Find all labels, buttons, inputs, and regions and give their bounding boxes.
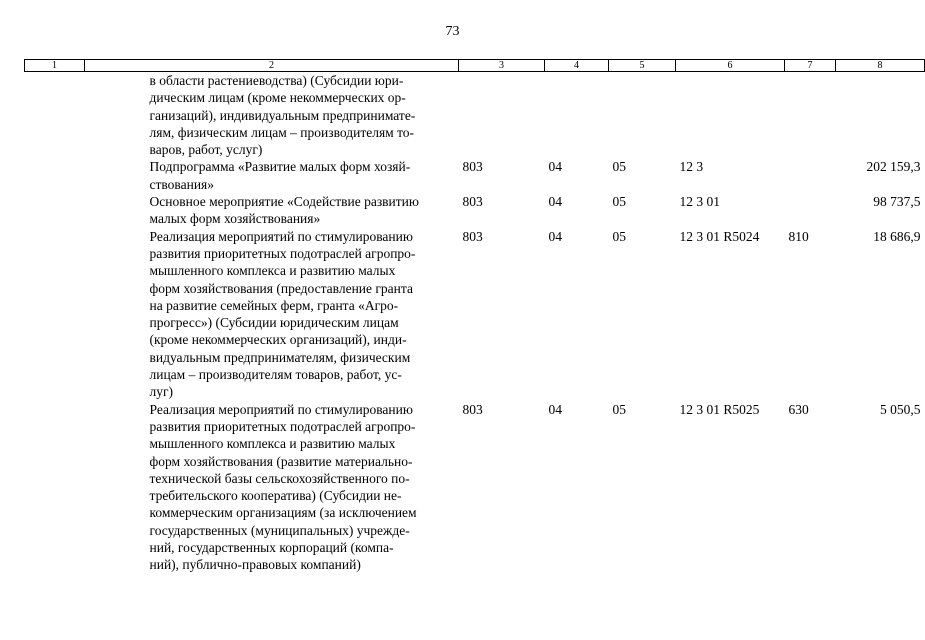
item-name-cell: Основное мероприятие «Содействие развитию малых форм хозяйствования» <box>149 194 419 227</box>
sum-cell: 98 737,5 <box>873 194 921 210</box>
column-header: 6 <box>676 60 785 72</box>
admin-code-cell: 803 <box>462 194 483 210</box>
column-header: 7 <box>785 60 836 72</box>
column-header: 4 <box>545 60 609 72</box>
column-header: 5 <box>609 60 676 72</box>
section-cell <box>545 72 609 159</box>
table-row <box>25 158 925 193</box>
target-article-cell <box>676 72 785 159</box>
row-number-cell <box>25 228 85 401</box>
section-cell: 04 <box>548 228 562 244</box>
subsection-cell: 05 <box>612 228 626 244</box>
row-number-cell <box>25 401 85 574</box>
column-header: 3 <box>459 60 545 72</box>
target-article-cell: 12 3 01 R5025 <box>679 401 760 417</box>
row-number-cell <box>25 193 85 228</box>
admin-code-cell: 803 <box>462 159 483 175</box>
sum-cell: 202 159,3 <box>866 159 921 175</box>
section-cell: 04 <box>548 159 562 175</box>
target-article-cell: 12 3 01 R5024 <box>679 228 760 244</box>
page-number: 73 <box>445 24 460 39</box>
sum-cell <box>836 72 925 159</box>
column-header: 2 <box>85 60 459 72</box>
row-number-cell <box>25 72 85 159</box>
table-row <box>25 401 925 574</box>
table-row <box>25 72 925 159</box>
table-body <box>25 72 925 574</box>
column-header: 8 <box>836 60 925 72</box>
expense-type-cell <box>785 193 836 228</box>
table-row <box>25 228 925 401</box>
row-number-cell <box>25 158 85 193</box>
admin-code-cell <box>459 72 545 159</box>
table-row <box>25 193 925 228</box>
item-name-cell: Реализация мероприятий по стимулированию развития приоритетных подотраслей агропро- мышленного комплекса и развитию малых форм хозяйствования (развитие материально- технической базы сельскохозяйственного по- требительского кооператива) (Субсидии не- коммерческим организациям (за исключением государственных (муниципальных) учрежде- ний, государственных корпораций (компа- ний), публично-правовых компаний) <box>149 401 417 573</box>
column-number-row <box>25 60 925 72</box>
section-cell: 04 <box>548 401 562 417</box>
target-article-cell: 12 3 01 <box>679 194 720 210</box>
item-name-cell: в области растениеводства) (Субсидии юри- дическим лицам (кроме некоммерческих ор- ганизаций), индивидуальным предпринимате- лям, физическим лицам – производителям то- варов, работ, услуг) <box>149 73 416 158</box>
target-article-cell: 12 3 <box>679 159 704 175</box>
item-name-cell: Подпрограмма «Развитие малых форм хозяй- ствования» <box>149 159 411 192</box>
column-header: 1 <box>25 60 85 72</box>
expense-type-cell <box>785 158 836 193</box>
subsection-cell: 05 <box>612 401 626 417</box>
expense-type-cell: 630 <box>788 401 809 417</box>
item-name-cell: Реализация мероприятий по стимулированию развития приоритетных подотраслей агропро- мышленного комплекса и развитию малых форм хозяйствования (предоставление гранта на развитие семейных ферм, гранта «Агро- прогресс») (Субсидии юридическим лицам (кроме некоммерческих организаций), инди- видуальным предпринимателям, физическим лицам – производителям товаров, работ, ус- луг) <box>149 228 416 400</box>
sum-cell: 18 686,9 <box>873 228 921 244</box>
admin-code-cell: 803 <box>462 401 483 417</box>
section-cell: 04 <box>548 194 562 210</box>
admin-code-cell: 803 <box>462 228 483 244</box>
subsection-cell <box>609 72 676 159</box>
subsection-cell: 05 <box>612 159 626 175</box>
subsection-cell: 05 <box>612 194 626 210</box>
expense-type-cell: 810 <box>788 228 809 244</box>
sum-cell: 5 050,5 <box>880 401 921 417</box>
expense-type-cell <box>785 72 836 159</box>
budget-table <box>24 59 925 574</box>
